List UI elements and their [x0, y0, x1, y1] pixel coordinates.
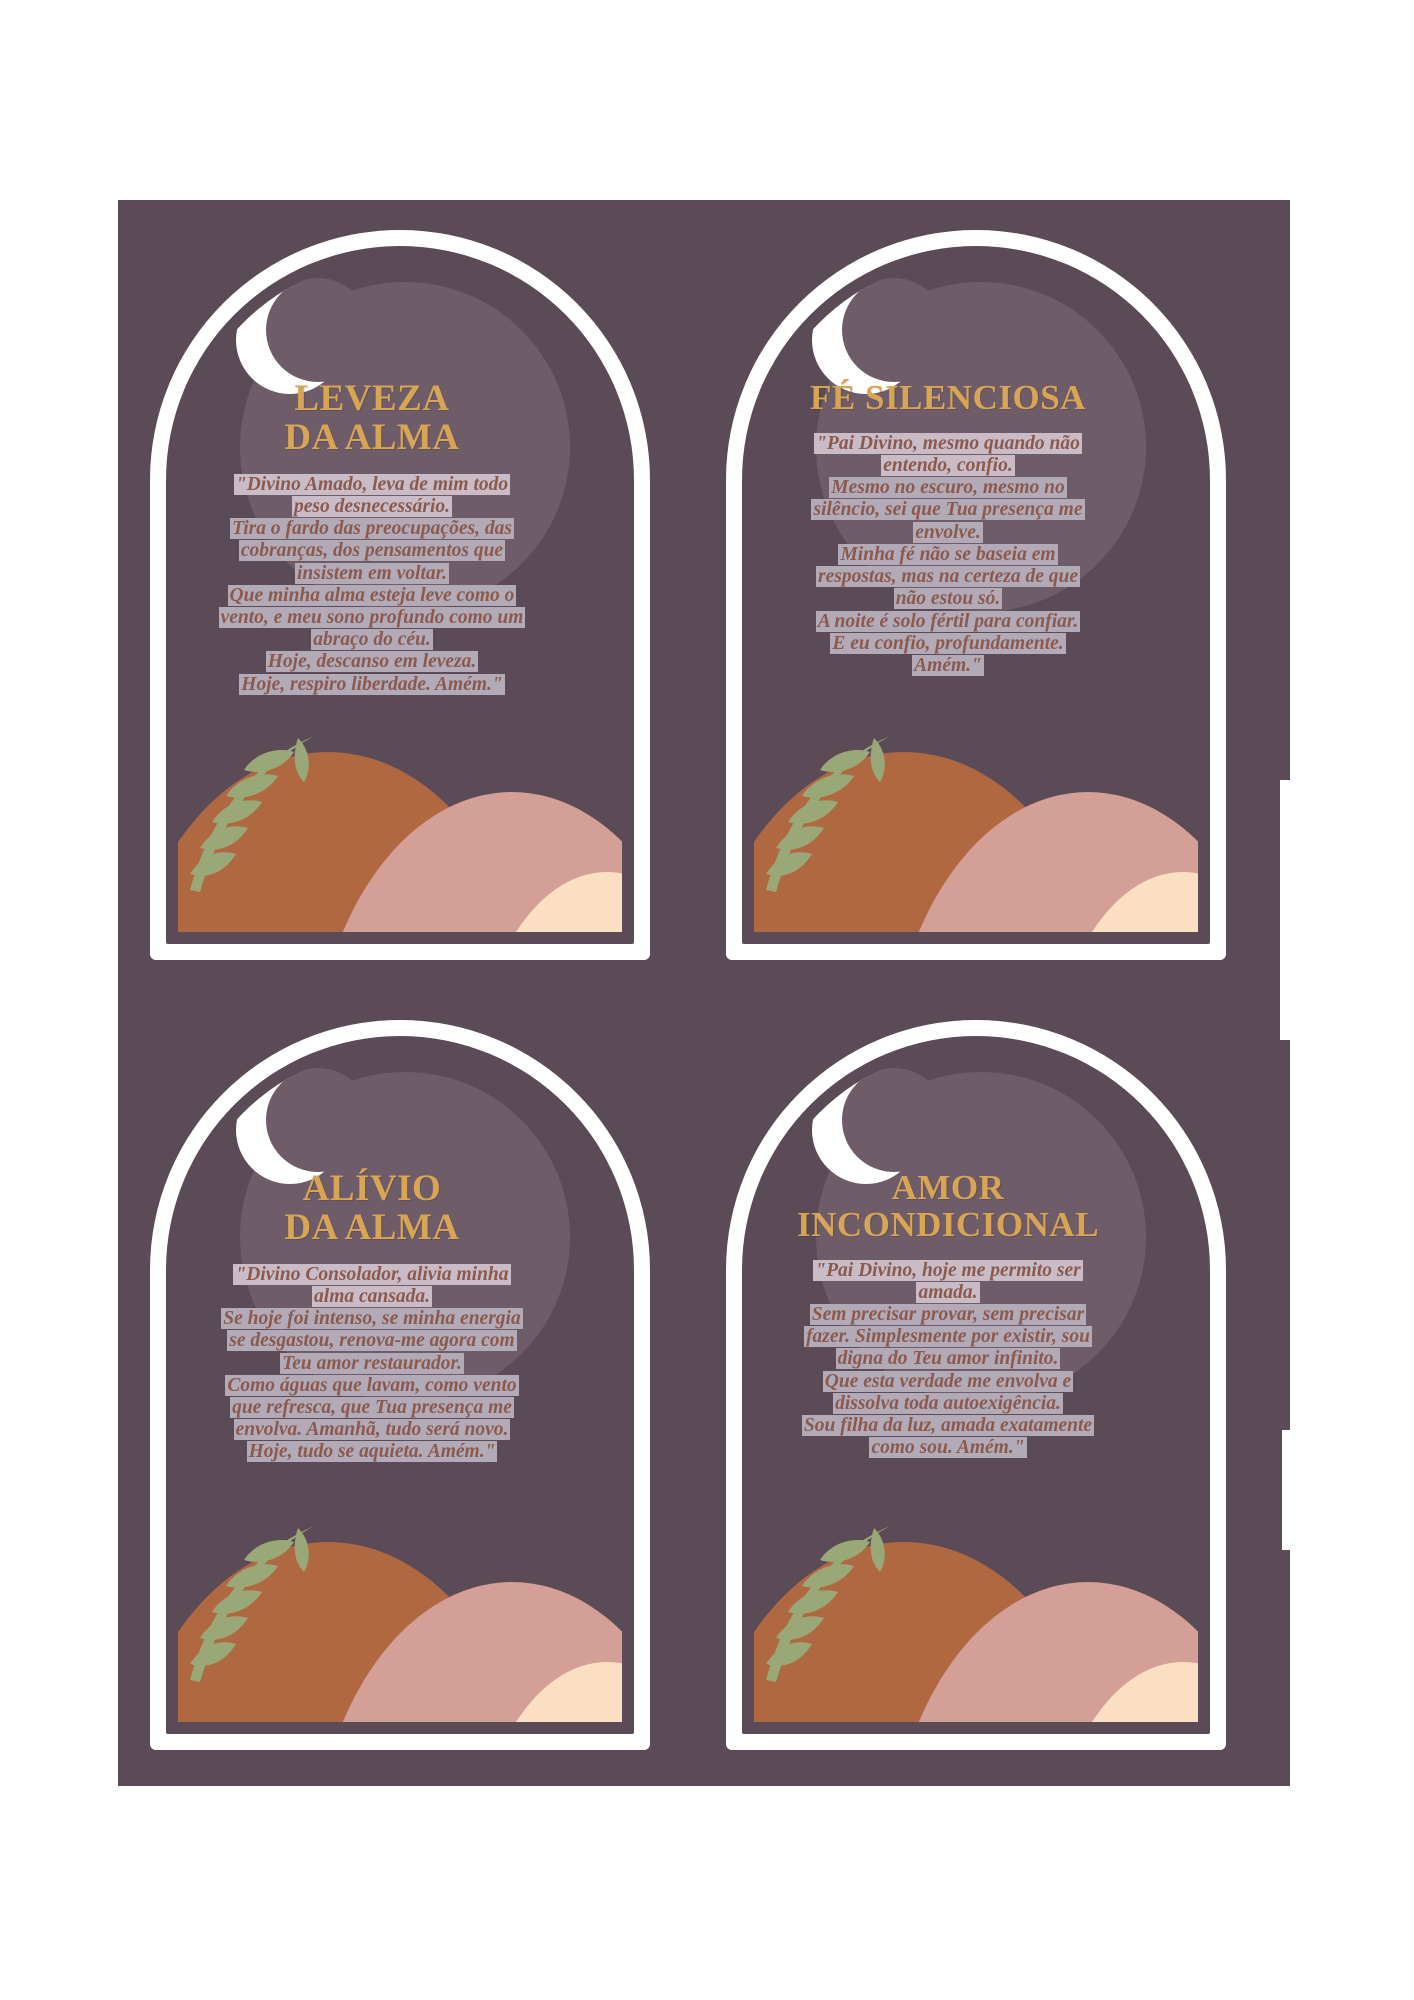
- prayer-line: E eu confio, profundamente.: [832, 632, 1064, 654]
- prayer-line: cobranças, dos pensamentos que: [240, 540, 504, 562]
- prayer-line: silêncio, sei que Tua presença me: [813, 499, 1083, 521]
- card-title-line: AMOR: [891, 1168, 1005, 1207]
- prayer-card[interactable]: [726, 230, 1226, 960]
- prayer-line: "Pai Divino, hoje me permito ser: [815, 1259, 1081, 1281]
- prayer-line: envolve.: [915, 521, 981, 543]
- prayer-card[interactable]: [150, 230, 650, 960]
- card-title-line: LEVEZA: [294, 378, 450, 419]
- card-title-line: ALÍVIO: [302, 1168, 442, 1209]
- prayer-line: Hoje, tudo se aquieta. Amém.": [248, 1441, 496, 1463]
- prayer-line: não estou só.: [895, 588, 1001, 610]
- prayer-card[interactable]: [150, 1020, 650, 1750]
- card-title-line: INCONDICIONAL: [796, 1204, 1100, 1244]
- prayer-line: dissolva toda autoexigência.: [835, 1392, 1061, 1414]
- prayer-line: se desgastou, renova-me agora com: [229, 1330, 515, 1352]
- palm-leaf-icon: [178, 1514, 316, 1704]
- prayer-line: "Pai Divino, mesmo quando não: [816, 432, 1080, 454]
- prayer-line: Como águas que lavam, como vento: [227, 1374, 517, 1396]
- prayer-text: [180, 474, 564, 696]
- prayer-line: Teu amor restaurador.: [282, 1352, 462, 1374]
- prayer-text: [756, 1260, 1140, 1460]
- prayer-line: "Divino Amado, leva de mim todo: [235, 473, 509, 495]
- card-title-line: DA ALMA: [284, 416, 460, 458]
- prayer-text: [180, 1264, 564, 1464]
- prayer-line: fazer. Simplesmente por existir, sou: [806, 1326, 1090, 1348]
- prayer-line: Mesmo no escuro, mesmo no: [831, 477, 1065, 499]
- prayer-line: abraço do céu.: [313, 629, 431, 651]
- prayer-line: Minha fé não se baseia em: [840, 543, 1056, 565]
- prayer-line: entendo, confio.: [883, 454, 1013, 476]
- prayer-card[interactable]: [726, 1020, 1226, 1750]
- prayer-line: amada.: [918, 1281, 978, 1303]
- card-title: [756, 1170, 1140, 1244]
- prayer-line: Se hoje foi intenso, se minha energia: [223, 1308, 521, 1330]
- page-bleed-edge: [1280, 780, 1290, 1040]
- page-bleed-edge: [1282, 1430, 1290, 1550]
- prayer-line: peso desnecessário.: [294, 495, 450, 517]
- prayer-line: Hoje, respiro liberdade. Amém.": [241, 673, 503, 695]
- prayer-line: envolva. Amanhã, tudo será novo.: [235, 1419, 509, 1441]
- card-text-block: [756, 380, 1140, 677]
- card-text-block: [756, 1170, 1140, 1459]
- prayer-line: respostas, mas na certeza de que: [818, 566, 1078, 588]
- prayer-line: vento, e meu sono profundo como um: [220, 607, 524, 628]
- card-title: [180, 380, 564, 458]
- card-title: [180, 1170, 564, 1248]
- prayer-line: Tira o fardo das preocupações, das: [232, 518, 512, 540]
- cards-grid: [118, 200, 1290, 1786]
- prayer-line: A noite é solo fértil para confiar.: [817, 610, 1079, 632]
- prayer-line: alma cansada.: [314, 1285, 430, 1307]
- prayer-line: Sou filha da luz, amada exatamente: [803, 1415, 1093, 1437]
- prayer-line: digna do Teu amor infinito.: [837, 1348, 1059, 1370]
- palm-leaf-icon: [754, 1514, 892, 1704]
- palm-leaf-icon: [754, 724, 892, 914]
- prayer-line: Que minha alma esteja leve como o: [229, 584, 515, 606]
- prayer-line: Amém.": [914, 654, 982, 676]
- card-text-block: [180, 1170, 564, 1464]
- card-text-block: [180, 380, 564, 696]
- card-title: [756, 380, 1140, 417]
- prayer-text: [756, 433, 1140, 677]
- card-title-line: FÉ SILENCIOSA: [810, 378, 1086, 417]
- card-title-line: DA ALMA: [284, 1206, 460, 1248]
- poster-sheet: [118, 200, 1290, 1786]
- prayer-line: "Divino Consolador, alivia minha: [235, 1263, 509, 1285]
- prayer-line: como sou. Amém.": [871, 1437, 1025, 1459]
- palm-leaf-icon: [178, 724, 316, 914]
- prayer-line: que refresca, que Tua presença me: [232, 1397, 512, 1418]
- prayer-line: insistem em voltar.: [296, 562, 448, 584]
- prayer-line: Que esta verdade me envolva e: [824, 1370, 1072, 1392]
- prayer-line: Sem precisar provar, sem precisar: [811, 1303, 1085, 1325]
- prayer-line: Hoje, descanso em leveza.: [267, 651, 477, 673]
